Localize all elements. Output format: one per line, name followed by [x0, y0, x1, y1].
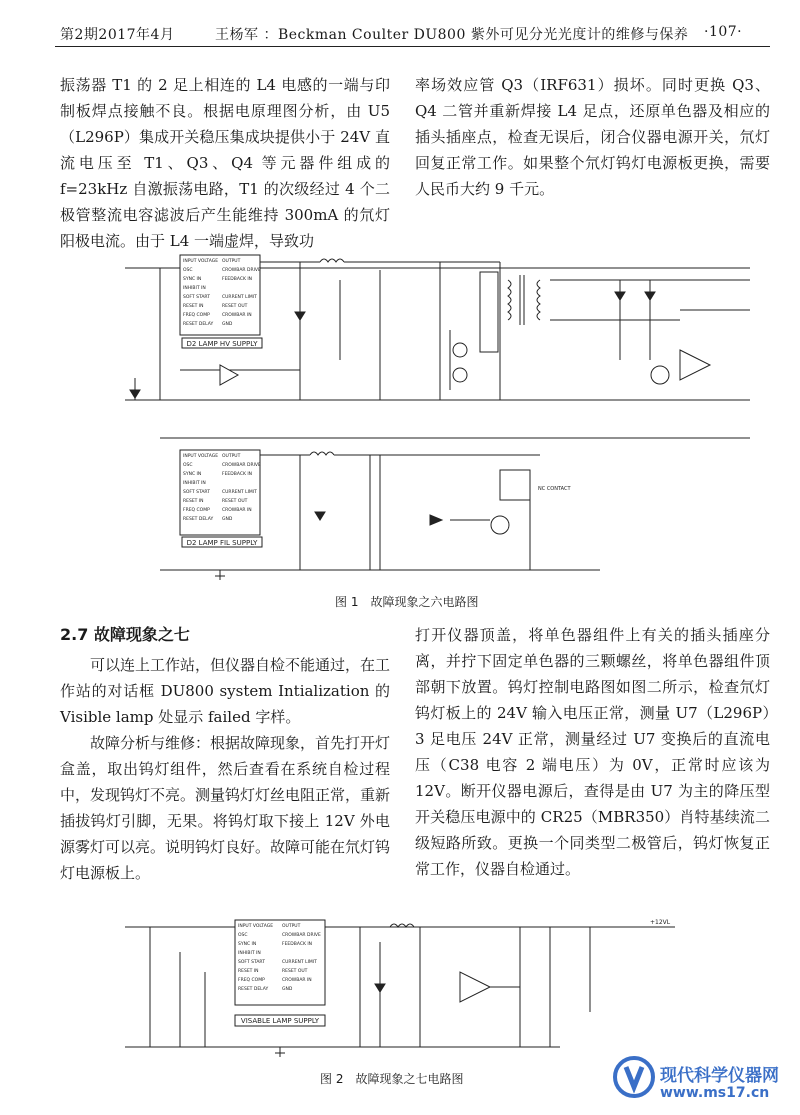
svg-text:RESET OUT: RESET OUT — [222, 304, 248, 309]
svg-text:INHIBIT IN: INHIBIT IN — [183, 481, 206, 486]
svg-text:GND: GND — [222, 322, 233, 327]
svg-text:CROWBAR DRIVE: CROWBAR DRIVE — [282, 933, 321, 938]
svg-text:RESET DELAY: RESET DELAY — [238, 987, 269, 992]
svg-text:INPUT VOLTAGE: INPUT VOLTAGE — [183, 259, 219, 264]
svg-text:CROWBAR DRIVE: CROWBAR DRIVE — [222, 463, 261, 468]
svg-text:RESET OUT: RESET OUT — [282, 969, 308, 974]
svg-text:OUTPUT: OUTPUT — [222, 454, 241, 459]
svg-text:CURRENT LIMIT: CURRENT LIMIT — [222, 295, 257, 300]
svg-text:FEEDBACK IN: FEEDBACK IN — [282, 942, 313, 947]
right-column-top — [415, 72, 770, 202]
journal-issue: 第2期2017年4月 — [60, 27, 175, 43]
svg-text:CURRENT LIMIT: CURRENT LIMIT — [282, 960, 317, 965]
svg-text:GND: GND — [282, 987, 293, 992]
svg-text:OUTPUT: OUTPUT — [222, 259, 241, 264]
svg-text:INPUT VOLTAGE: INPUT VOLTAGE — [238, 924, 274, 929]
svg-text:RESET IN: RESET IN — [183, 304, 204, 309]
svg-text:FREQ COMP: FREQ COMP — [183, 313, 210, 318]
svg-text:OSC: OSC — [183, 268, 193, 273]
figure-2-caption: 图 2 故障现象之七电路图 — [320, 1072, 464, 1086]
right-column-bottom — [415, 622, 770, 882]
svg-text:SOFT START: SOFT START — [238, 960, 265, 965]
svg-text:RESET OUT: RESET OUT — [222, 499, 248, 504]
left-column-top — [60, 72, 390, 254]
svg-text:GND: GND — [222, 517, 233, 522]
svg-text:SYNC IN: SYNC IN — [238, 942, 257, 947]
svg-text:CROWBAR IN: CROWBAR IN — [222, 508, 252, 513]
paragraph: 打开仪器顶盖，将单色器组件上有关的插头插座分离，并拧下固定单色器的三颗螺丝，将单色器组件顶部朝下放置。钨灯控制电路图如图二所示，检查氘灯钨灯板上的 24V 输入电压正常，测量 U7（L296P）3 足电压 24V 正常，测量经过 U7 变换后的直流电压（C38 电容 2 端电压）为 0V，正常时应该为 12V。断开仪器电源后，查得是由 U7 为主的降压型开关稳压电源中的 CR25（MBR350）肖特基续流二级短路所致。更换一个同类型二极管后，钨灯恢复正常工作，仪器自检通过。 — [415, 626, 770, 878]
left-column-bottom — [60, 622, 390, 886]
svg-text:SOFT START: SOFT START — [183, 490, 210, 495]
svg-text:INHIBIT IN: INHIBIT IN — [238, 951, 261, 956]
svg-text:SYNC IN: SYNC IN — [183, 277, 202, 282]
svg-text:SOFT START: SOFT START — [183, 295, 210, 300]
page-header — [0, 0, 800, 44]
svg-text:RESET IN: RESET IN — [238, 969, 259, 974]
paragraph: 振荡器 T1 的 2 足上相连的 L4 电感的一端与印制板焊点接触不良。根据电原理图分析，由 U5（L296P）集成开关稳压集成块提供小于 24V 直流电压至 T1、Q3、Q4 等元器件组成的 f=23kHz 自激振荡电路，T1 的次级经过 4 个二极管整流电容滤波后产生能维持 300mA 的氘灯阳极电流。由于 L4 一端虚焊，导致功 — [60, 76, 390, 250]
figure-2-schematic — [120, 912, 680, 1060]
relay-label: NC CONTACT — [538, 486, 571, 492]
svg-text:OSC: OSC — [238, 933, 248, 938]
svg-text:FEEDBACK IN: FEEDBACK IN — [222, 277, 253, 282]
svg-text:RESET IN: RESET IN — [183, 499, 204, 504]
svg-text:CROWBAR DRIVE: CROWBAR DRIVE — [222, 268, 261, 273]
paragraph: 率场效应管 Q3（IRF631）损坏。同时更换 Q3、Q4 二管并重新焊接 L4 足点，还原单色器及相应的插头插座点，检查无误后，闭合仪器电源开关，氘灯回复正常工作。如果整个氘灯钨灯电源板更换，需要人民币大约 9 千元。 — [415, 76, 770, 198]
svg-text:INHIBIT IN: INHIBIT IN — [183, 286, 206, 291]
watermark-name: 现代科学仪器网 — [660, 1066, 779, 1086]
visible-lamp-label: VISABLE LAMP SUPPLY — [240, 1017, 320, 1025]
svg-text:SYNC IN: SYNC IN — [183, 472, 202, 477]
svg-text:CURRENT LIMIT: CURRENT LIMIT — [222, 490, 257, 495]
watermark-emblem-icon — [612, 1055, 656, 1099]
svg-text:FEEDBACK IN: FEEDBACK IN — [222, 472, 253, 477]
paragraph: 故障分析与维修：根据故障现象，首先打开灯盒盖，取出钨灯组件，然后查看在系统自检过程中，发现钨灯不亮。测量钨灯灯丝电阻正常，重新插拔钨灯引脚，无果。将钨灯取下接上 12V 外电源雾灯可以亮。说明钨灯良好。故障可能在氘灯钨灯电源板上。 — [60, 734, 391, 882]
running-title: 王杨军 ：Beckman Coulter DU800 紫外可见分光光度计的维修与保养 — [215, 27, 689, 43]
page-number: ·107· — [704, 24, 743, 40]
figure-1-schematic — [120, 250, 760, 580]
paragraph: 可以连上工作站，但仪器自检不能通过，在工作站的对话框 DU800 system Intialization 的 Visible lamp 处显示 failed 字样。 — [60, 656, 391, 726]
svg-text:FREQ COMP: FREQ COMP — [183, 508, 210, 513]
section-heading: 2.7 故障现象之七 — [60, 625, 190, 644]
header-rule — [55, 46, 770, 47]
svg-text:FREQ COMP: FREQ COMP — [238, 978, 265, 983]
svg-text:OSC: OSC — [183, 463, 193, 468]
svg-text:INPUT VOLTAGE: INPUT VOLTAGE — [183, 454, 219, 459]
figure-1-caption: 图 1 故障现象之六电路图 — [335, 595, 479, 609]
net-label: +12VL — [650, 919, 671, 926]
watermark-url: www.ms17.cn — [660, 1085, 770, 1101]
fil-supply-label: D2 LAMP FIL SUPPLY — [186, 539, 258, 547]
hv-supply-label: D2 LAMP HV SUPPLY — [186, 340, 258, 348]
svg-text:OUTPUT: OUTPUT — [282, 924, 301, 929]
ic-u5-title — [211, 250, 230, 252]
svg-text:RESET DELAY: RESET DELAY — [183, 517, 214, 522]
svg-text:CROWBAR IN: CROWBAR IN — [282, 978, 312, 983]
svg-text:RESET DELAY: RESET DELAY — [183, 322, 214, 327]
svg-text:CROWBAR IN: CROWBAR IN — [222, 313, 252, 318]
watermark-logo — [612, 1055, 792, 1110]
